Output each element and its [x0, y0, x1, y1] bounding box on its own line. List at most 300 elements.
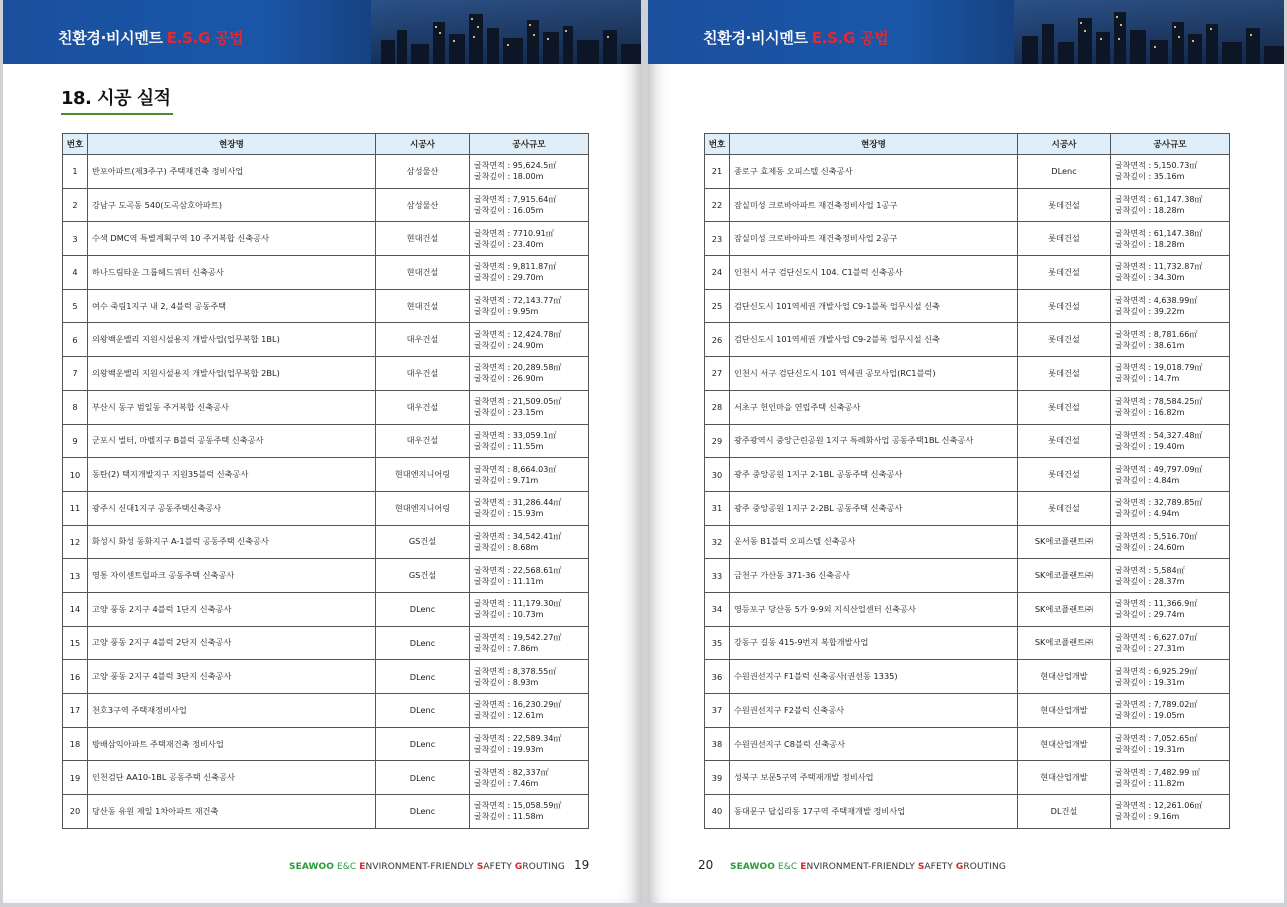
footer-text-s: AFETY [483, 862, 515, 872]
excavation-depth: 굴착깊이 : 19.31m [1115, 745, 1185, 755]
work-scale [1111, 694, 1230, 728]
contractor: GS건설 [376, 559, 470, 593]
page-number: 19 [574, 858, 590, 872]
row-number: 39 [705, 761, 730, 795]
excavation-depth: 굴착깊이 : 29.74m [1115, 610, 1185, 620]
contractor: DLenc [376, 660, 470, 694]
col-header-scale: 공사규모 [470, 134, 589, 155]
site-name: 고양 풍동 2지구 4블럭 1단지 신축공사 [88, 592, 376, 626]
contractor: DL건설 [1018, 795, 1111, 829]
work-scale [1111, 424, 1230, 458]
work-scale [470, 188, 589, 222]
section-heading: 18. 시공 실적 [61, 88, 171, 109]
excavation-area: 굴착면적 : 16,230.29㎡ [474, 700, 562, 710]
footer-tagline [730, 862, 1006, 872]
work-scale [1111, 592, 1230, 626]
site-name: 인천시 서구 검단신도시 104. C1블럭 신축공사 [730, 256, 1018, 290]
table-row [63, 289, 589, 323]
footer-cap-s: S [476, 862, 484, 872]
banner-esg-accent: E.S.G 공법 [811, 29, 889, 47]
contractor: DLenc [376, 694, 470, 728]
row-number: 4 [63, 256, 88, 290]
contractor: 대우건설 [376, 323, 470, 357]
header-banner [648, 0, 1284, 64]
excavation-depth: 굴착깊이 : 11.58m [474, 812, 544, 822]
table-row [63, 559, 589, 593]
excavation-area: 굴착면적 : 12,261.06㎡ [1115, 801, 1203, 811]
contractor: 현대산업개발 [1018, 761, 1111, 795]
row-number: 21 [705, 155, 730, 189]
work-scale [1111, 525, 1230, 559]
contractor: 삼성물산 [376, 188, 470, 222]
contractor: 롯데건설 [1018, 289, 1111, 323]
table-row [705, 256, 1230, 290]
excavation-depth: 굴착깊이 : 10.73m [474, 610, 544, 620]
table-row [705, 795, 1230, 829]
site-name: 검단신도시 101역세권 개발사업 C9-2블록 업무시설 신축 [730, 323, 1018, 357]
excavation-depth: 굴착깊이 : 4.94m [1115, 509, 1180, 519]
excavation-area: 굴착면적 : 19,542.27㎡ [474, 632, 562, 642]
table-row [63, 525, 589, 559]
work-scale [1111, 458, 1230, 492]
table-body [705, 155, 1230, 829]
row-number: 3 [63, 222, 88, 256]
contractor: 현대건설 [376, 289, 470, 323]
site-name: 강동구 길동 415-9번지 복합개발사업 [730, 626, 1018, 660]
row-number: 17 [63, 694, 88, 728]
contractor: 롯데건설 [1018, 491, 1111, 525]
row-number: 31 [705, 491, 730, 525]
contractor: 롯데건설 [1018, 188, 1111, 222]
excavation-depth: 굴착깊이 : 18.28m [1115, 206, 1185, 216]
contractor: 롯데건설 [1018, 256, 1111, 290]
contractor: 삼성물산 [376, 155, 470, 189]
table-row [705, 323, 1230, 357]
site-name: 성북구 보문5구역 주택재개발 정비사업 [730, 761, 1018, 795]
excavation-area: 굴착면적 : 12,424.78㎡ [474, 329, 562, 339]
work-scale [470, 559, 589, 593]
excavation-area: 굴착면적 : 34,542.41㎡ [474, 531, 562, 541]
excavation-depth: 굴착깊이 : 7.86m [474, 643, 539, 653]
site-name: 의왕백운밸리 지원시설용지 개발사업(업무복합 1BL) [88, 323, 376, 357]
site-name: 의왕백운밸리 지원시설용지 개발사업(업무복합 2BL) [88, 357, 376, 391]
contractor: 현대산업개발 [1018, 694, 1111, 728]
work-scale [1111, 289, 1230, 323]
footer-ec: E&C [775, 862, 801, 872]
row-number: 13 [63, 559, 88, 593]
contractor: DLenc [376, 592, 470, 626]
excavation-depth: 굴착깊이 : 19.05m [1115, 711, 1185, 721]
table-row [705, 491, 1230, 525]
excavation-area: 굴착면적 : 5,516.70㎡ [1115, 531, 1198, 541]
page-number: 20 [698, 858, 714, 872]
excavation-area: 굴착면적 : 6,925.29㎡ [1115, 666, 1198, 676]
site-name: 광주 중앙공원 1지구 2-2BL 공동주택 신축공사 [730, 491, 1018, 525]
excavation-area: 굴착면적 : 31,286.44㎡ [474, 498, 562, 508]
table-row [705, 761, 1230, 795]
excavation-depth: 굴착깊이 : 16.05m [474, 206, 544, 216]
excavation-depth: 굴착깊이 : 14.7m [1115, 374, 1180, 384]
col-header-scale: 공사규모 [1111, 134, 1230, 155]
excavation-depth: 굴착깊이 : 11.11m [474, 576, 544, 586]
row-number: 27 [705, 357, 730, 391]
contractor: DLenc [376, 795, 470, 829]
excavation-area: 굴착면적 : 22,568.61㎡ [474, 565, 562, 575]
row-number: 11 [63, 491, 88, 525]
excavation-depth: 굴착깊이 : 4.84m [1115, 475, 1180, 485]
excavation-depth: 굴착깊이 : 19.93m [474, 745, 544, 755]
row-number: 8 [63, 390, 88, 424]
row-number: 35 [705, 626, 730, 660]
work-scale [470, 727, 589, 761]
site-name: 부산시 동구 범일동 주거복합 신축공사 [88, 390, 376, 424]
site-name: 동탄(2) 택지개발지구 지원35블럭 신축공사 [88, 458, 376, 492]
table-row [705, 694, 1230, 728]
row-number: 6 [63, 323, 88, 357]
site-name: 영등포구 당산동 5가 9-9외 지식산업센터 신축공사 [730, 592, 1018, 626]
row-number: 28 [705, 390, 730, 424]
table-row [63, 727, 589, 761]
work-scale [1111, 626, 1230, 660]
work-scale [1111, 559, 1230, 593]
excavation-depth: 굴착깊이 : 9.71m [474, 475, 539, 485]
excavation-area: 굴착면적 : 8,781.66㎡ [1115, 329, 1198, 339]
table-row [705, 727, 1230, 761]
work-scale [1111, 390, 1230, 424]
work-scale [470, 289, 589, 323]
excavation-area: 굴착면적 : 7,789.02㎡ [1115, 700, 1198, 710]
site-name: 영통 자이센트럴파크 공동주택 신축공사 [88, 559, 376, 593]
row-number: 33 [705, 559, 730, 593]
table-row [63, 256, 589, 290]
row-number: 16 [63, 660, 88, 694]
excavation-area: 굴착면적 : 11,366.9㎡ [1115, 599, 1198, 609]
table-row [63, 458, 589, 492]
table-row [705, 188, 1230, 222]
footer-text-e: NVIRONMENT-FRIENDLY [365, 862, 477, 872]
city-skyline-image [1014, 0, 1284, 64]
table-row [63, 222, 589, 256]
work-scale [470, 761, 589, 795]
footer-cap-g: G [955, 862, 964, 872]
excavation-area: 굴착면적 : 61,147.38㎡ [1115, 195, 1203, 205]
site-name: 광주 중앙공원 1지구 2-1BL 공동주택 신축공사 [730, 458, 1018, 492]
excavation-area: 굴착면적 : 32,789.85㎡ [1115, 498, 1203, 508]
work-scale [1111, 256, 1230, 290]
excavation-area: 굴착면적 : 82,337㎡ [474, 767, 549, 777]
site-name: 인천시 서구 검단신도시 101 역세권 공모사업(RC1블럭) [730, 357, 1018, 391]
table-row [705, 289, 1230, 323]
contractor: SK에코플랜트㈜ [1018, 525, 1111, 559]
excavation-depth: 굴착깊이 : 18.28m [1115, 239, 1185, 249]
excavation-depth: 굴착깊이 : 7.46m [474, 778, 539, 788]
contractor: 현대산업개발 [1018, 727, 1111, 761]
work-scale [1111, 491, 1230, 525]
excavation-depth: 굴착깊이 : 24.90m [474, 340, 544, 350]
work-scale [1111, 727, 1230, 761]
excavation-area: 굴착면적 : 11,179.30㎡ [474, 599, 562, 609]
footer-text-s: AFETY [924, 862, 956, 872]
contractor: SK에코플랜트㈜ [1018, 592, 1111, 626]
city-skyline-image [371, 0, 641, 64]
col-header-number: 번호 [705, 134, 730, 155]
excavation-depth: 굴착깊이 : 12.61m [474, 711, 544, 721]
row-number: 37 [705, 694, 730, 728]
excavation-area: 굴착면적 : 95,624.5㎡ [474, 161, 557, 171]
site-name: 고양 풍동 2지구 4블럭 3단지 신축공사 [88, 660, 376, 694]
table-body [63, 155, 589, 829]
row-number: 24 [705, 256, 730, 290]
table-row [705, 525, 1230, 559]
row-number: 9 [63, 424, 88, 458]
table-row [705, 660, 1230, 694]
work-scale [470, 626, 589, 660]
excavation-depth: 굴착깊이 : 19.31m [1115, 677, 1185, 687]
table-row [63, 424, 589, 458]
excavation-depth: 굴착깊이 : 8.93m [474, 677, 539, 687]
contractor: 현대건설 [376, 222, 470, 256]
excavation-depth: 굴착깊이 : 23.40m [474, 239, 544, 249]
excavation-depth: 굴착깊이 : 29.70m [474, 273, 544, 283]
work-scale [470, 155, 589, 189]
excavation-area: 굴착면적 : 4,638.99㎡ [1115, 296, 1198, 306]
contractor: SK에코플랜트㈜ [1018, 626, 1111, 660]
construction-record-table [704, 133, 1230, 829]
footer-cap-s: S [917, 862, 925, 872]
excavation-area: 굴착면적 : 54,327.48㎡ [1115, 430, 1203, 440]
site-name: 인천검단 AA10-1BL 공동주택 신축공사 [88, 761, 376, 795]
table-row [63, 660, 589, 694]
contractor: 롯데건설 [1018, 222, 1111, 256]
excavation-area: 굴착면적 : 9,811.87㎡ [474, 262, 557, 272]
work-scale [1111, 155, 1230, 189]
contractor: 롯데건설 [1018, 390, 1111, 424]
contractor: 현대엔지니어링 [376, 491, 470, 525]
row-number: 5 [63, 289, 88, 323]
site-name: 화성시 화성 동화지구 A-1블럭 공동주택 신축공사 [88, 525, 376, 559]
table-row [63, 795, 589, 829]
table-row [705, 222, 1230, 256]
table-row [63, 390, 589, 424]
work-scale [1111, 761, 1230, 795]
contractor: 대우건설 [376, 390, 470, 424]
table-row [63, 694, 589, 728]
work-scale [1111, 222, 1230, 256]
contractor: DLenc [1018, 155, 1111, 189]
excavation-depth: 굴착깊이 : 34.30m [1115, 273, 1185, 283]
construction-record-table [62, 133, 589, 829]
site-name: 서초구 헌인마을 연립주택 신축공사 [730, 390, 1018, 424]
row-number: 25 [705, 289, 730, 323]
contractor: 현대엔지니어링 [376, 458, 470, 492]
site-name: 수원권선지구 F1블럭 신축공사(권선동 1335) [730, 660, 1018, 694]
site-name: 방배삼익아파트 주택재건축 정비사업 [88, 727, 376, 761]
footer-cap-e: E [800, 862, 807, 872]
banner-title [58, 27, 243, 48]
row-number: 1 [63, 155, 88, 189]
table-row [705, 390, 1230, 424]
table-row [63, 155, 589, 189]
excavation-depth: 굴착깊이 : 18.00m [474, 172, 544, 182]
work-scale [470, 592, 589, 626]
excavation-area: 굴착면적 : 5,150.73㎡ [1115, 161, 1198, 171]
row-number: 36 [705, 660, 730, 694]
site-name: 군포시 벌터, 마벨지구 B블럭 공동주택 신축공사 [88, 424, 376, 458]
work-scale [1111, 323, 1230, 357]
excavation-area: 굴착면적 : 61,147.38㎡ [1115, 228, 1203, 238]
table-row [705, 626, 1230, 660]
col-header-contractor: 시공사 [1018, 134, 1111, 155]
work-scale [470, 390, 589, 424]
work-scale [1111, 660, 1230, 694]
table-row [63, 592, 589, 626]
row-number: 7 [63, 357, 88, 391]
excavation-area: 굴착면적 : 11,732.87㎡ [1115, 262, 1203, 272]
excavation-area: 굴착면적 : 20,289.58㎡ [474, 363, 562, 373]
site-name: 광주시 신대1지구 공동주택신축공사 [88, 491, 376, 525]
excavation-area: 굴착면적 : 49,797.09㎡ [1115, 464, 1203, 474]
work-scale [470, 256, 589, 290]
excavation-depth: 굴착깊이 : 24.60m [1115, 542, 1185, 552]
site-name: 천호3구역 주택재정비사업 [88, 694, 376, 728]
row-number: 29 [705, 424, 730, 458]
row-number: 26 [705, 323, 730, 357]
excavation-depth: 굴착깊이 : 28.37m [1115, 576, 1185, 586]
site-name: 종로구 효제동 오피스텔 신축공사 [730, 155, 1018, 189]
work-scale [470, 795, 589, 829]
table-row [705, 155, 1230, 189]
excavation-depth: 굴착깊이 : 27.31m [1115, 643, 1185, 653]
col-header-site-name: 현장명 [730, 134, 1018, 155]
table-row [63, 357, 589, 391]
site-name: 당산동 유원 제일 1차아파트 재건축 [88, 795, 376, 829]
excavation-area: 굴착면적 : 7710.91㎡ [474, 228, 554, 238]
excavation-area: 굴착면적 : 33,059.1㎡ [474, 430, 557, 440]
excavation-area: 굴착면적 : 8,378.55㎡ [474, 666, 557, 676]
banner-title-text: 친환경·비시멘트 [58, 29, 163, 47]
excavation-depth: 굴착깊이 : 23.15m [474, 408, 544, 418]
site-name: 수원권선지구 C8블럭 신축공사 [730, 727, 1018, 761]
col-header-number: 번호 [63, 134, 88, 155]
footer-tagline [289, 862, 565, 872]
footer-text-g: ROUTING [522, 862, 565, 872]
row-number: 10 [63, 458, 88, 492]
table-header-row [705, 134, 1230, 155]
table-row [63, 626, 589, 660]
work-scale [470, 222, 589, 256]
contractor: 대우건설 [376, 424, 470, 458]
contractor: DLenc [376, 727, 470, 761]
site-name: 반포아파트(제3주구) 주택재건축 정비사업 [88, 155, 376, 189]
row-number: 38 [705, 727, 730, 761]
contractor: 롯데건설 [1018, 458, 1111, 492]
site-name: 금천구 가산동 371-36 신축공사 [730, 559, 1018, 593]
row-number: 32 [705, 525, 730, 559]
row-number: 2 [63, 188, 88, 222]
footer-text-e: NVIRONMENT-FRIENDLY [806, 862, 918, 872]
work-scale [1111, 795, 1230, 829]
excavation-depth: 굴착깊이 : 39.22m [1115, 307, 1185, 317]
excavation-area: 굴착면적 : 8,664.03㎡ [474, 464, 557, 474]
table-row [705, 592, 1230, 626]
row-number: 15 [63, 626, 88, 660]
excavation-depth: 굴착깊이 : 9.16m [1115, 812, 1180, 822]
work-scale [470, 357, 589, 391]
excavation-area: 굴착면적 : 72,143.77㎡ [474, 296, 562, 306]
excavation-depth: 굴착깊이 : 11.55m [474, 441, 544, 451]
row-number: 20 [63, 795, 88, 829]
col-header-site-name: 현장명 [88, 134, 376, 155]
contractor: SK에코플랜트㈜ [1018, 559, 1111, 593]
excavation-depth: 굴착깊이 : 35.16m [1115, 172, 1185, 182]
table-row [63, 323, 589, 357]
row-number: 19 [63, 761, 88, 795]
work-scale [470, 694, 589, 728]
contractor: 롯데건설 [1018, 323, 1111, 357]
table-row [63, 761, 589, 795]
work-scale [470, 458, 589, 492]
work-scale [1111, 357, 1230, 391]
excavation-area: 굴착면적 : 7,482.99 ㎡ [1115, 767, 1200, 777]
row-number: 12 [63, 525, 88, 559]
work-scale [470, 424, 589, 458]
excavation-depth: 굴착깊이 : 9.95m [474, 307, 539, 317]
row-number: 18 [63, 727, 88, 761]
work-scale [470, 525, 589, 559]
site-name: 잠실미성 크로바아파트 재건축정비사업 2공구 [730, 222, 1018, 256]
footer-brand: SEAWOO [289, 862, 335, 872]
footer-cap-g: G [514, 862, 523, 872]
excavation-area: 굴착면적 : 19,018.79㎡ [1115, 363, 1203, 373]
row-number: 30 [705, 458, 730, 492]
left-page [3, 0, 641, 903]
contractor: 롯데건설 [1018, 424, 1111, 458]
right-page [648, 0, 1284, 903]
work-scale [1111, 188, 1230, 222]
site-name: 강남구 도곡동 540(도곡삼호아파트) [88, 188, 376, 222]
work-scale [470, 491, 589, 525]
work-scale [470, 660, 589, 694]
banner-title-text: 친환경·비시멘트 [703, 29, 808, 47]
excavation-depth: 굴착깊이 : 15.93m [474, 509, 544, 519]
footer-ec: E&C [334, 862, 360, 872]
work-scale [470, 323, 589, 357]
footer-brand: SEAWOO [730, 862, 776, 872]
table-header-row [63, 134, 589, 155]
table-row [705, 424, 1230, 458]
row-number: 23 [705, 222, 730, 256]
table-row [63, 188, 589, 222]
table-row [705, 357, 1230, 391]
excavation-area: 굴착면적 : 15,058.59㎡ [474, 801, 562, 811]
banner-esg-accent: E.S.G 공법 [166, 29, 244, 47]
site-name: 검단신도시 101역세권 개발사업 C9-1블록 업무시설 신축 [730, 289, 1018, 323]
col-header-contractor: 시공사 [376, 134, 470, 155]
contractor: DLenc [376, 626, 470, 660]
contractor: 롯데건설 [1018, 357, 1111, 391]
contractor: 대우건설 [376, 357, 470, 391]
excavation-depth: 굴착깊이 : 38.61m [1115, 340, 1185, 350]
header-banner [3, 0, 641, 64]
heading-underline [61, 113, 173, 115]
site-name: 광주광역시 중앙근린공원 1지구 특례화사업 공동주택1BL 신축공사 [730, 424, 1018, 458]
site-name: 동대문구 답십리동 17구역 주택재개발 정비사업 [730, 795, 1018, 829]
banner-title [703, 27, 888, 48]
site-name: 운서동 B1블럭 오피스텔 신축공사 [730, 525, 1018, 559]
excavation-area: 굴착면적 : 5,584㎡ [1115, 565, 1185, 575]
site-name: 수색 DMC역 특별계획구역 10 주거복합 신축공사 [88, 222, 376, 256]
table-row [705, 458, 1230, 492]
